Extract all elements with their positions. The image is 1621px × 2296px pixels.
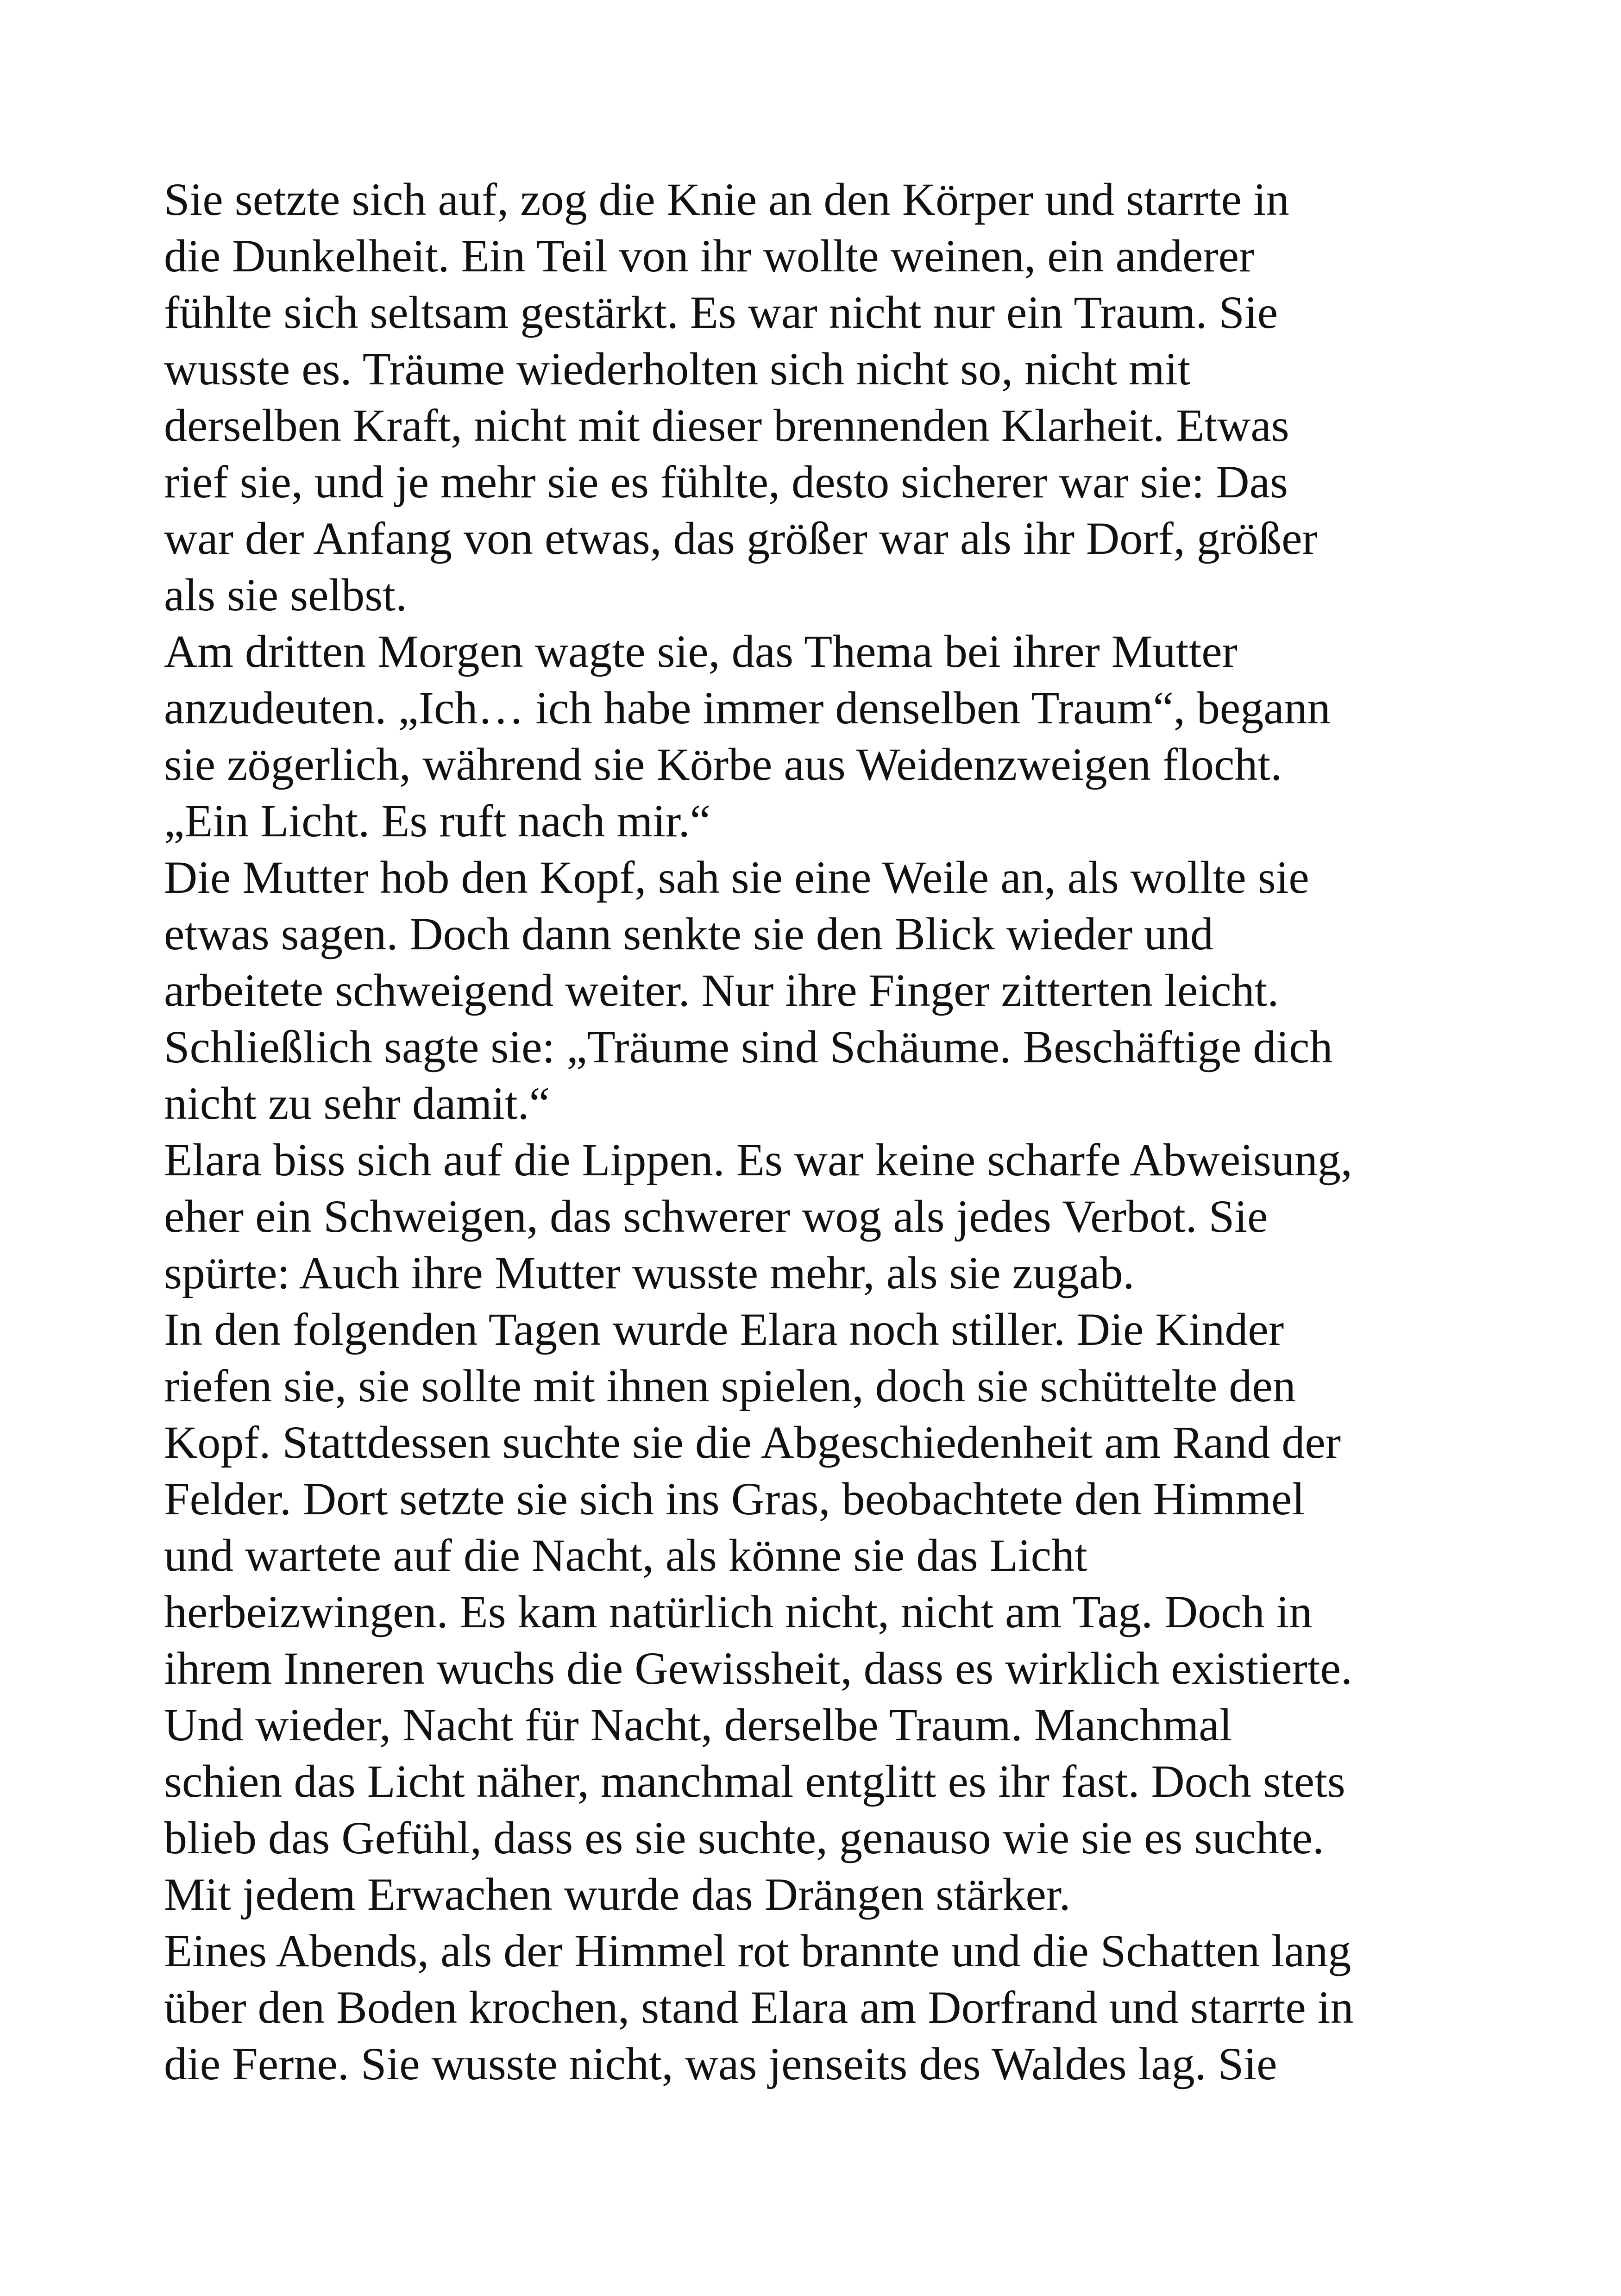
text-line: als sie selbst.	[164, 569, 407, 621]
text-line: Eines Abends, als der Himmel rot brannte und die Schatten lang	[164, 1925, 1351, 1976]
text-line: riefen sie, sie sollte mit ihnen spielen, doch sie schüttelte den	[164, 1360, 1296, 1411]
text-line: schien das Licht näher, manchmal entglitt es ihr fast. Doch stets	[164, 1756, 1345, 1807]
text-line: wusste es. Träume wiederholten sich nicht so, nicht mit	[164, 343, 1191, 395]
text-line: arbeitete schweigend weiter. Nur ihre Finger zitterten leicht.	[164, 965, 1279, 1016]
text-line: anzudeuten. „Ich… ich habe immer denselben Traum“, begann	[164, 682, 1331, 734]
text-line: Sie setzte sich auf, zog die Knie an den Körper und starrte in	[164, 174, 1289, 225]
text-line: Mit jedem Erwachen wurde das Drängen stärker.	[164, 1869, 1071, 1920]
text-line: spürte: Auch ihre Mutter wusste mehr, als sie zugab.	[164, 1247, 1135, 1299]
text-line: Am dritten Morgen wagte sie, das Thema bei ihrer Mutter	[164, 626, 1238, 677]
body-text	[164, 171, 1507, 2092]
text-line: derselben Kraft, nicht mit dieser brennenden Klarheit. Etwas	[164, 400, 1289, 451]
text-line: die Ferne. Sie wusste nicht, was jenseits des Waldes lag. Sie	[164, 2038, 1277, 2089]
text-line: blieb das Gefühl, dass es sie suchte, genauso wie sie es suchte.	[164, 1812, 1324, 1863]
text-line: „Ein Licht. Es ruft nach mir.“	[164, 795, 711, 847]
text-line: fühlte sich seltsam gestärkt. Es war nicht nur ein Traum. Sie	[164, 287, 1278, 338]
text-line: Schließlich sagte sie: „Träume sind Schäume. Beschäftige dich	[164, 1021, 1333, 1073]
text-line: rief sie, und je mehr sie es fühlte, desto sicherer war sie: Das	[164, 456, 1288, 508]
text-line: über den Boden krochen, stand Elara am Dorfrand und starrte in	[164, 1982, 1354, 2033]
text-line: und wartete auf die Nacht, als könne sie das Licht	[164, 1530, 1087, 1581]
text-line: die Dunkelheit. Ein Teil von ihr wollte weinen, ein anderer	[164, 230, 1255, 282]
text-line: etwas sagen. Doch dann senkte sie den Blick wieder und	[164, 908, 1214, 960]
text-line: Felder. Dort setzte sie sich ins Gras, beobachtete den Himmel	[164, 1473, 1305, 1524]
text-line: Und wieder, Nacht für Nacht, derselbe Traum. Manchmal	[164, 1699, 1232, 1750]
text-line: Kopf. Stattdessen suchte sie die Abgeschiedenheit am Rand der	[164, 1417, 1341, 1468]
text-line: Die Mutter hob den Kopf, sah sie eine Weile an, als wollte sie	[164, 852, 1309, 903]
text-line: eher ein Schweigen, das schwerer wog als jedes Verbot. Sie	[164, 1191, 1268, 1242]
text-line: nicht zu sehr damit.“	[164, 1078, 550, 1129]
text-line: war der Anfang von etwas, das größer war als ihr Dorf, größer	[164, 513, 1318, 564]
text-line: ihrem Inneren wuchs die Gewissheit, dass es wirklich existierte.	[164, 1643, 1352, 1694]
text-line: sie zögerlich, während sie Körbe aus Weidenzweigen flocht.	[164, 739, 1282, 790]
text-line: Elara biss sich auf die Lippen. Es war keine scharfe Abweisung,	[164, 1134, 1352, 1186]
text-line: In den folgenden Tagen wurde Elara noch stiller. Die Kinder	[164, 1304, 1284, 1355]
text-line: herbeizwingen. Es kam natürlich nicht, nicht am Tag. Doch in	[164, 1586, 1313, 1637]
